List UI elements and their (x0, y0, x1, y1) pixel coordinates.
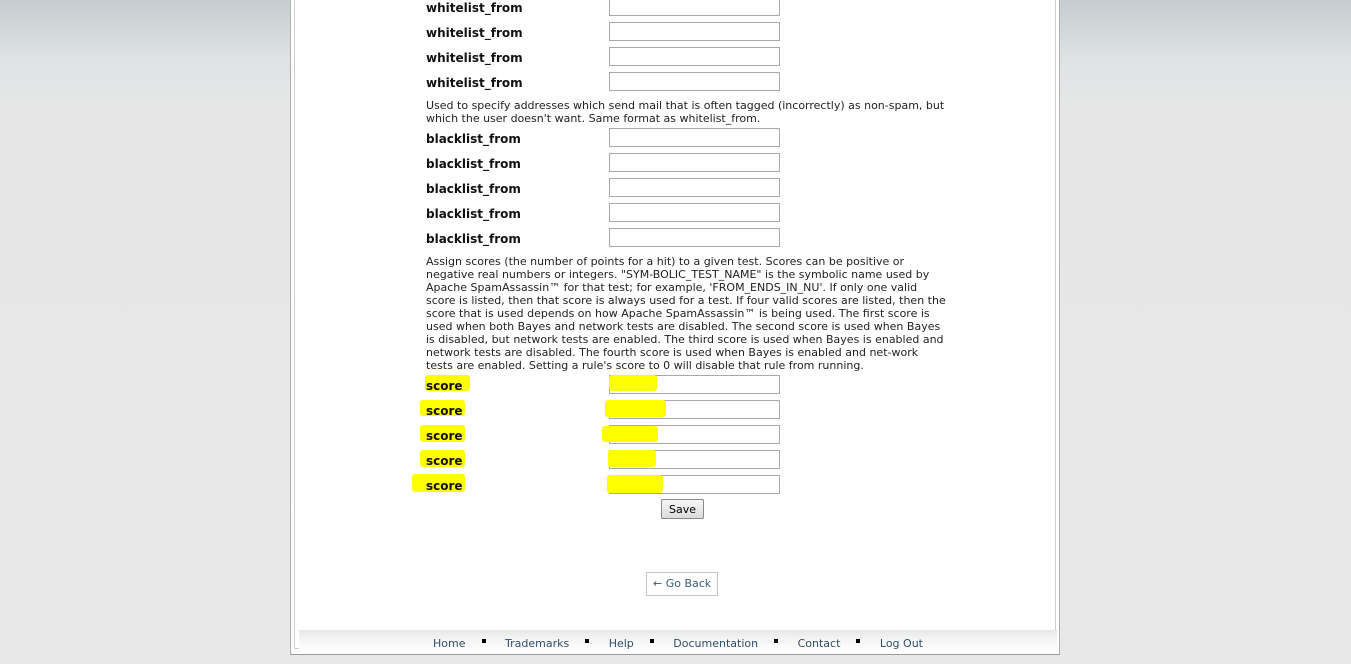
footer-link-contact[interactable]: Contact (797, 637, 841, 650)
blacklist-input[interactable] (609, 153, 780, 172)
score-description: Assign scores (the number of points for a hit) to a given test. Scores can be positive or negative real numbers or integers. "SYM-BOLIC_TEST_NAME" is the symbolic name used by Apache SpamAssassin™ for that test; for example, 'FROM_ENDS_IN_NU'. If only one valid score is listed, then that score is always used for a test. If four valid scores are listed, then the score that is used depends on how Apache SpamAssassin™ is being used. The first score is used when both Bayes and network tests are disabled. The second score is used when Bayes is disabled, but network tests are enabled. The third score is used when Bayes is enabled and network tests are disabled. The fourth score is used when Bayes is enabled and net-work tests are enabled. Setting a rule's score to 0 will disable that rule from running. (426, 255, 946, 372)
footer-link-home[interactable]: Home (433, 637, 466, 650)
separator-dot (585, 639, 589, 643)
separator-dot (650, 639, 654, 643)
content-frame (294, 0, 1056, 649)
blacklist-input[interactable] (609, 203, 780, 222)
blacklist-input[interactable] (609, 178, 780, 197)
blacklist-label: blacklist_from (426, 157, 521, 171)
blacklist-row (426, 123, 946, 148)
input-highlight (608, 450, 656, 467)
whitelist-input[interactable] (609, 0, 780, 16)
footer-link-documentation[interactable]: Documentation (673, 637, 759, 650)
blacklist-label: blacklist_from (426, 132, 521, 146)
blacklist-row (426, 173, 946, 198)
score-label: score (426, 379, 463, 393)
separator-dot (774, 639, 778, 643)
blacklist-description: Used to specify addresses which send mail that is often tagged (incorrectly) as non-spam, but which the user doesn't want. Same format as whitelist_from. (426, 99, 945, 125)
footer-links (299, 637, 1057, 650)
score-label: score (426, 479, 463, 493)
blacklist-label: blacklist_from (426, 182, 521, 196)
input-highlight (602, 426, 658, 442)
score-label: score (426, 429, 463, 443)
whitelist-input[interactable] (609, 47, 780, 66)
footer-nav (299, 630, 1057, 652)
separator-dot (482, 639, 486, 643)
spam-settings-form (426, 0, 946, 525)
score-row (426, 420, 946, 445)
whitelist-input[interactable] (609, 22, 780, 41)
save-button[interactable]: Save (661, 499, 704, 519)
score-row (426, 445, 946, 470)
whitelist-label: whitelist_from (426, 1, 523, 15)
whitelist-row (426, 17, 946, 42)
whitelist-label: whitelist_from (426, 51, 523, 65)
score-label: score (426, 404, 463, 418)
score-row (426, 395, 946, 420)
blacklist-row (426, 223, 946, 248)
blacklist-label: blacklist_from (426, 207, 521, 221)
blacklist-input[interactable] (609, 228, 780, 247)
page-container (290, 0, 1060, 655)
go-back-button[interactable]: ← Go Back (646, 572, 718, 596)
blacklist-input[interactable] (609, 128, 780, 147)
whitelist-input[interactable] (609, 72, 780, 91)
input-highlight (609, 375, 657, 391)
input-highlight (607, 475, 663, 493)
blacklist-label: blacklist_from (426, 232, 521, 246)
score-row (426, 470, 946, 495)
input-highlight (605, 400, 666, 417)
whitelist-row (426, 67, 946, 92)
blacklist-row (426, 198, 946, 223)
whitelist-row (426, 42, 946, 67)
whitelist-row (426, 0, 946, 17)
footer-link-trademarks[interactable]: Trademarks (505, 637, 570, 650)
score-row (426, 370, 946, 395)
footer-link-logout[interactable]: Log Out (879, 637, 923, 650)
score-label: score (426, 454, 463, 468)
whitelist-label: whitelist_from (426, 76, 523, 90)
save-row (426, 495, 946, 525)
blacklist-row (426, 148, 946, 173)
footer-link-help[interactable]: Help (608, 637, 634, 650)
separator-dot (856, 639, 860, 643)
whitelist-label: whitelist_from (426, 26, 523, 40)
